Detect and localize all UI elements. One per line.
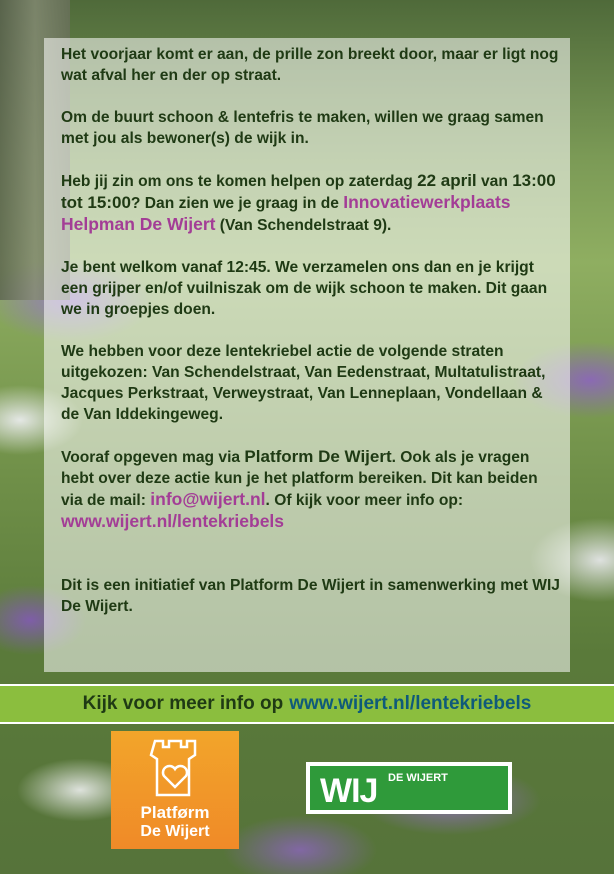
event-date: 22 april (417, 171, 477, 190)
event-time: 13:00 tot 15:00 (61, 171, 556, 212)
paragraph-intro: Het voorjaar komt er aan, de prille zon breekt door, maar er ligt nog wat afval her en der op straat. (61, 46, 559, 84)
info-banner (0, 684, 614, 724)
email-link[interactable]: info@wijert.nl (150, 489, 266, 509)
banner-url-link[interactable]: www.wijert.nl/lentekriebels (289, 693, 532, 714)
paragraph-welcome: Je bent welkom vanaf 12:45. We verzamelen ons dan en je krijgt een grijper en/of vuilniszak om de wijk schoon te maken. Dit gaan we in groepjes doen. (61, 259, 548, 318)
platform-logo-line2: De Wijert (140, 823, 210, 840)
flyer-body (61, 44, 561, 638)
wij-logo-subtitle: DE WIJERT (388, 772, 448, 784)
event-location: Innovatiewerkplaats Helpman De Wijert (61, 192, 511, 234)
paragraph-event: Heb jij zin om ons te komen helpen op zaterdag 22 april van 13:00 tot 15:00? Dan zien we je graag in de Innovatiewerkplaats Helpman De Wijert (Van Schendelstraat 9). (61, 171, 556, 234)
website-link[interactable]: www.wijert.nl/lentekriebels (61, 511, 285, 531)
banner-text: Kijk voor meer info op (82, 693, 284, 714)
wij-de-wijert-logo (306, 762, 512, 814)
paragraph-signup: Vooraf opgeven mag via Platform De Wijert. Ook als je vragen hebt over deze actie kun je het platform bereiken. Dit kan beiden via de mail: info@wijert.nl. Of kijk voor meer info op: www.wijert.nl/lentekriebels (61, 447, 538, 531)
platform-logo-line1: Platførm (140, 803, 210, 822)
paragraph-streets: We hebben voor deze lentekriebel actie de volgende straten uitgekozen: Van Schendelstraat, Van Eedenstraat, Multatulistraat, Jacques Perkstraat, Verweystraat, Van Lenneplaan, Vondellaan & de Van Iddekingeweg. (61, 343, 546, 423)
paragraph-invite: Om de buurt schoon & lentefris te maken, willen we graag samen met jou als bewoner(s) de wijk in. (61, 109, 544, 147)
platform-name: Platform De Wijert (244, 447, 392, 466)
platform-de-wijert-logo (111, 731, 239, 849)
wij-logo-mark: WIJ (320, 772, 378, 810)
tower-heart-icon (149, 737, 201, 801)
paragraph-initiative: Dit is een initiatief van Platform De Wijert in samenwerking met WIJ De Wijert. (61, 577, 560, 615)
